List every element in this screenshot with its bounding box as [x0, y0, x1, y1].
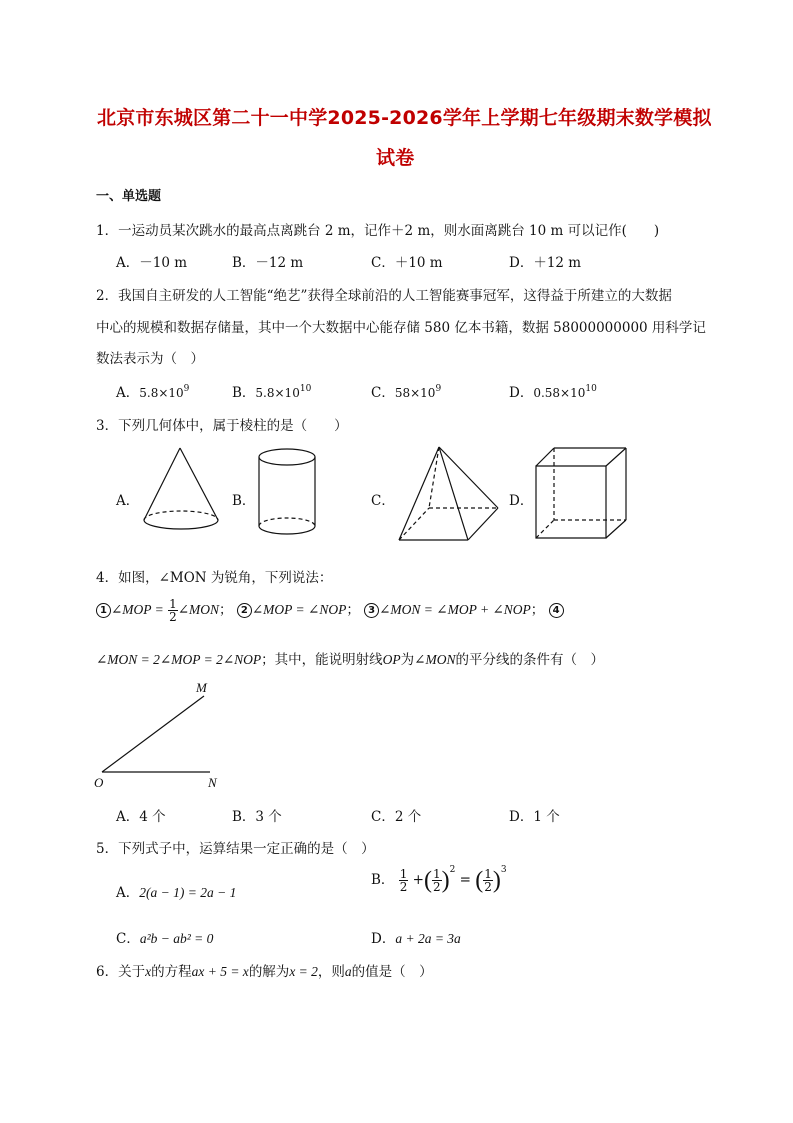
pyramid-base-left-hidden — [399, 508, 429, 540]
question-2-option-b: B．$5.8\times 10^{10}$ — [232, 384, 312, 401]
cylinder-base-front — [259, 526, 315, 534]
question-2-stem-line3: 数法表示为（ ） — [96, 351, 204, 367]
cylinder-base-back — [259, 518, 315, 526]
question-5-option-c: C．a²b − ab² = 0 — [116, 931, 214, 947]
section-header-single-choice: 一、单选题 — [96, 189, 162, 204]
document-title-line2: 试卷 — [376, 147, 415, 169]
cube-edge-br — [606, 520, 626, 538]
cone-left-edge — [144, 448, 180, 520]
cone-base-back — [144, 511, 218, 520]
option-b-fraction-3: $\frac{1}{2}$ — [484, 867, 492, 894]
question-4-option-c: C．2 个 — [371, 809, 422, 825]
label-o: O — [94, 775, 104, 790]
option-b-fraction-1: $\frac{1}{2}$ — [399, 867, 408, 894]
question-4-option-a: A．4 个 — [116, 809, 166, 825]
question-2-stem-line2: 中心的规模和数据存储量，其中一个大数据中心能存储 580 亿本书籍，数据 58000000000 用科学记 — [96, 320, 706, 336]
cube-edge-tr — [606, 448, 626, 466]
pyramid-edge-1 — [399, 447, 439, 540]
question-4-statements-line: 1 ∠MOP = $\frac{1}{2}$ ∠MON； 2 ∠MOP = ∠NOP； 3 ∠MON = ∠MOP + ∠NOP； 4 — [96, 598, 564, 623]
question-1-option-b: B．－12 m — [232, 255, 304, 271]
question-1-option-c: C．＋10 m — [371, 255, 443, 271]
document-title-line1: 北京市东城区第二十一中学2025-2026学年上学期七年级期末数学模拟 — [97, 107, 712, 129]
pyramid-base-right — [468, 508, 498, 540]
label-n: N — [208, 775, 217, 790]
question-3-option-c: C． — [371, 493, 395, 509]
question-5-option-a: A．2(a − 1) = 2a − 1 — [116, 885, 237, 901]
question-4-condition-line: ∠MON = 2∠MOP = 2∠NOP；其中，能说明射线OP为∠MON的平分线的条件有（ ） — [96, 652, 604, 668]
cylinder-figure — [253, 444, 325, 544]
question-6-stem: 6．关于x的方程ax + 5 = x的解为x = 2，则a的值是（ ） — [96, 964, 433, 980]
question-5-option-b: B． $\frac{1}{2}$ +( $\frac{1}{2}$ )$^2$ = ( $\frac{1}{2}$ )$^3$ — [371, 865, 507, 894]
question-1-stem: 1．一运动员某次跳水的最高点离跳台 2 m，记作＋2 m，则水面离跳台 10 m 可以记作( ) — [96, 223, 660, 239]
option-b-fraction-2: $\frac{1}{2}$ — [432, 867, 441, 894]
pyramid-edge-hidden — [429, 447, 439, 508]
angle-mon-figure — [92, 676, 232, 794]
question-3-stem: 3．下列几何体中，属于棱柱的是（ ） — [96, 418, 348, 434]
cube-hidden-diagonal — [536, 520, 554, 538]
question-3-option-d: D． — [509, 493, 534, 509]
question-4-stem: 4．如图，∠MON 为锐角，下列说法： — [96, 570, 333, 586]
question-5-option-d: D．a + 2a = 3a — [371, 931, 461, 947]
statement-2-marker: 2 — [237, 603, 252, 618]
question-2-option-c: C．$58\times 10^9$ — [371, 384, 442, 401]
pyramid-figure — [393, 444, 503, 544]
question-4-option-b: B．3 个 — [232, 809, 282, 825]
question-3-option-a: A． — [116, 493, 140, 509]
question-2-stem-line1: 2．我国自主研发的人工智能“绝艺”获得全球前沿的人工智能赛事冠军，这得益于所建立的大数据 — [96, 288, 672, 304]
pyramid-edge-2 — [439, 447, 468, 540]
question-2-option-a: A．$5.8\times 10^9$ — [116, 384, 190, 401]
cone-figure — [134, 444, 230, 544]
cone-right-edge — [180, 448, 218, 520]
statement-3-marker: 3 — [364, 603, 379, 618]
label-m: M — [196, 680, 207, 695]
question-3-option-b: B． — [232, 493, 256, 509]
cylinder-top — [259, 449, 315, 465]
ray-om — [102, 696, 204, 772]
one-half-fraction: $\frac{1}{2}$ — [169, 597, 177, 624]
question-1-option-a: A．－10 m — [116, 255, 188, 271]
question-1-option-d: D．＋12 m — [509, 255, 582, 271]
statement-1-marker: 1 — [96, 603, 111, 618]
question-2-option-d: D．$0.58\times 10^{10}$ — [509, 384, 597, 401]
pyramid-edge-3 — [439, 447, 498, 508]
cone-base-front — [144, 520, 218, 529]
cube-figure — [532, 444, 632, 544]
statement-4-marker: 4 — [549, 603, 564, 618]
question-5-stem: 5．下列式子中，运算结果一定正确的是（ ） — [96, 841, 375, 857]
question-4-option-d: D．1 个 — [509, 809, 560, 825]
cube-edge-tl — [536, 448, 554, 466]
